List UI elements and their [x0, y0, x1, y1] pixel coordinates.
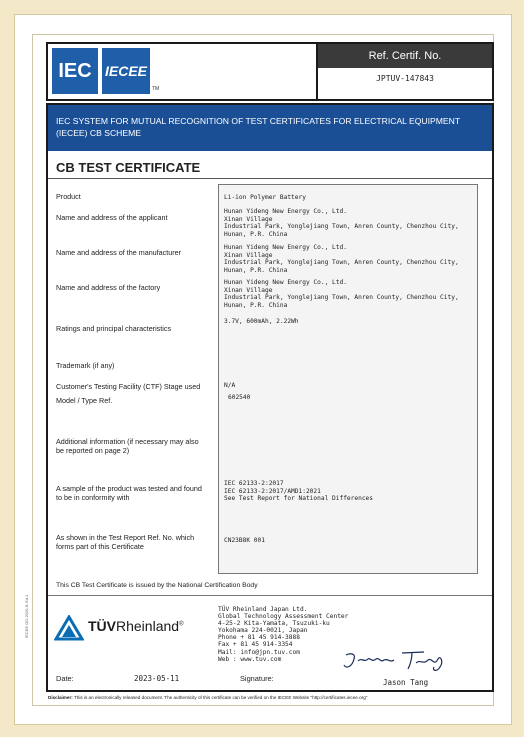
page-title: CB TEST CERTIFICATE [56, 160, 201, 175]
title-divider [48, 178, 492, 179]
scheme-banner [48, 105, 492, 151]
cert-number-value: JPTUV-147843 [376, 74, 434, 83]
certificate-body [46, 103, 494, 692]
disclaimer-text: Disclaimer: This is an electronically released document. The authenticity of this certificate can be verified on the IECEE Website "http://certificates.iecee.org" [48, 695, 368, 700]
ctf-label: Customer's Testing Facility (CTF) Stage used [56, 382, 201, 391]
model-value: 602540 [228, 394, 251, 401]
certificate-header [46, 42, 494, 101]
manufacturer-label: Name and address of the manufacturer [56, 248, 182, 257]
ctf-value: N/A [224, 382, 236, 389]
iec-logo: IEC [52, 48, 98, 94]
handwritten-signature [340, 645, 450, 675]
issued-by-text: This CB Test Certificate is issued by the National Certification Body [56, 582, 258, 589]
manufacturer-value: Hunan Yideng New Energy Co., Ltd. Xinan Village Industrial Park, Yonglejiang Town, Anren County, Chenzhou City, Hunan, P.R. China [224, 244, 459, 274]
tuv-triangle-icon [54, 615, 84, 641]
report-ref-value: CN23B8K 001 [224, 537, 265, 544]
ratings-value: 3.7V, 600mAh, 2.22Wh [224, 318, 299, 325]
trademark-mark: TM [152, 86, 160, 92]
product-value: Li-ion Polymer Battery [224, 194, 306, 201]
ratings-label: Ratings and principal characteristics [56, 324, 172, 333]
factory-label: Name and address of the factory [56, 283, 161, 292]
applicant-label: Name and address of the applicant [56, 213, 168, 222]
applicant-value: Hunan Yideng New Energy Co., Ltd. Xinan Village Industrial Park, Yonglejiang Town, Anren County, Chenzhou City, Hunan, P.R. China [224, 208, 459, 238]
signature-label: Signature: [240, 674, 274, 683]
tuv-rheinland-logo [54, 615, 214, 641]
issued-divider [48, 595, 492, 596]
factory-value: Hunan Yideng New Energy Co., Ltd. Xinan Village Industrial Park, Yonglejiang Town, Anren County, Chenzhou City, Hunan, P.R. China [224, 279, 459, 309]
product-label: Product [56, 192, 81, 201]
signer-name: Jason Tang [383, 678, 429, 687]
values-panel [218, 184, 478, 574]
tuv-logo-text: TÜVRheinland® [88, 618, 184, 634]
ncb-address: TÜV Rheinland Japan Ltd. Global Technology Assessment Center 4-25-2 Kita-Yamata, Tsuzuki-ku Yokohama 224-0021, Japan Phone + 81 45 914-3888 Fax + 81 45 914-3354 Mail: info@jpn.tuv.com Web : www.tuv.com [218, 606, 349, 663]
cert-number-label: Ref. Certif. No. [318, 44, 492, 68]
model-label: Model / Type Ref. [56, 396, 113, 405]
iecee-logo: IECEE [102, 48, 150, 94]
trademark-label: Trademark (if any) [56, 361, 115, 370]
date-value: 2023-05-11 [134, 674, 180, 683]
date-label: Date: [56, 674, 74, 683]
additional-info-label: Additional information (if necessary may also be reported on page 2) [56, 437, 199, 455]
standards-value: IEC 62133-2:2017 IEC 62133-2:2017/AMD1:2021 See Test Report for National Differences [224, 480, 374, 503]
report-ref-label: As shown in the Test Report Ref. No. which forms part of this Certificate [56, 533, 195, 551]
logo-area [48, 44, 318, 99]
sample-conformity-label: A sample of the product was tested and found to be in conformity with [56, 484, 202, 502]
form-code: IECEE OD-2020-f1 Ed.1 [24, 594, 29, 638]
certificate-number-area [318, 44, 492, 99]
scheme-banner-text: IEC SYSTEM FOR MUTUAL RECOGNITION OF TEST CERTIFICATES FOR ELECTRICAL EQUIPMENT (IECEE) CB SCHEME [56, 116, 460, 138]
